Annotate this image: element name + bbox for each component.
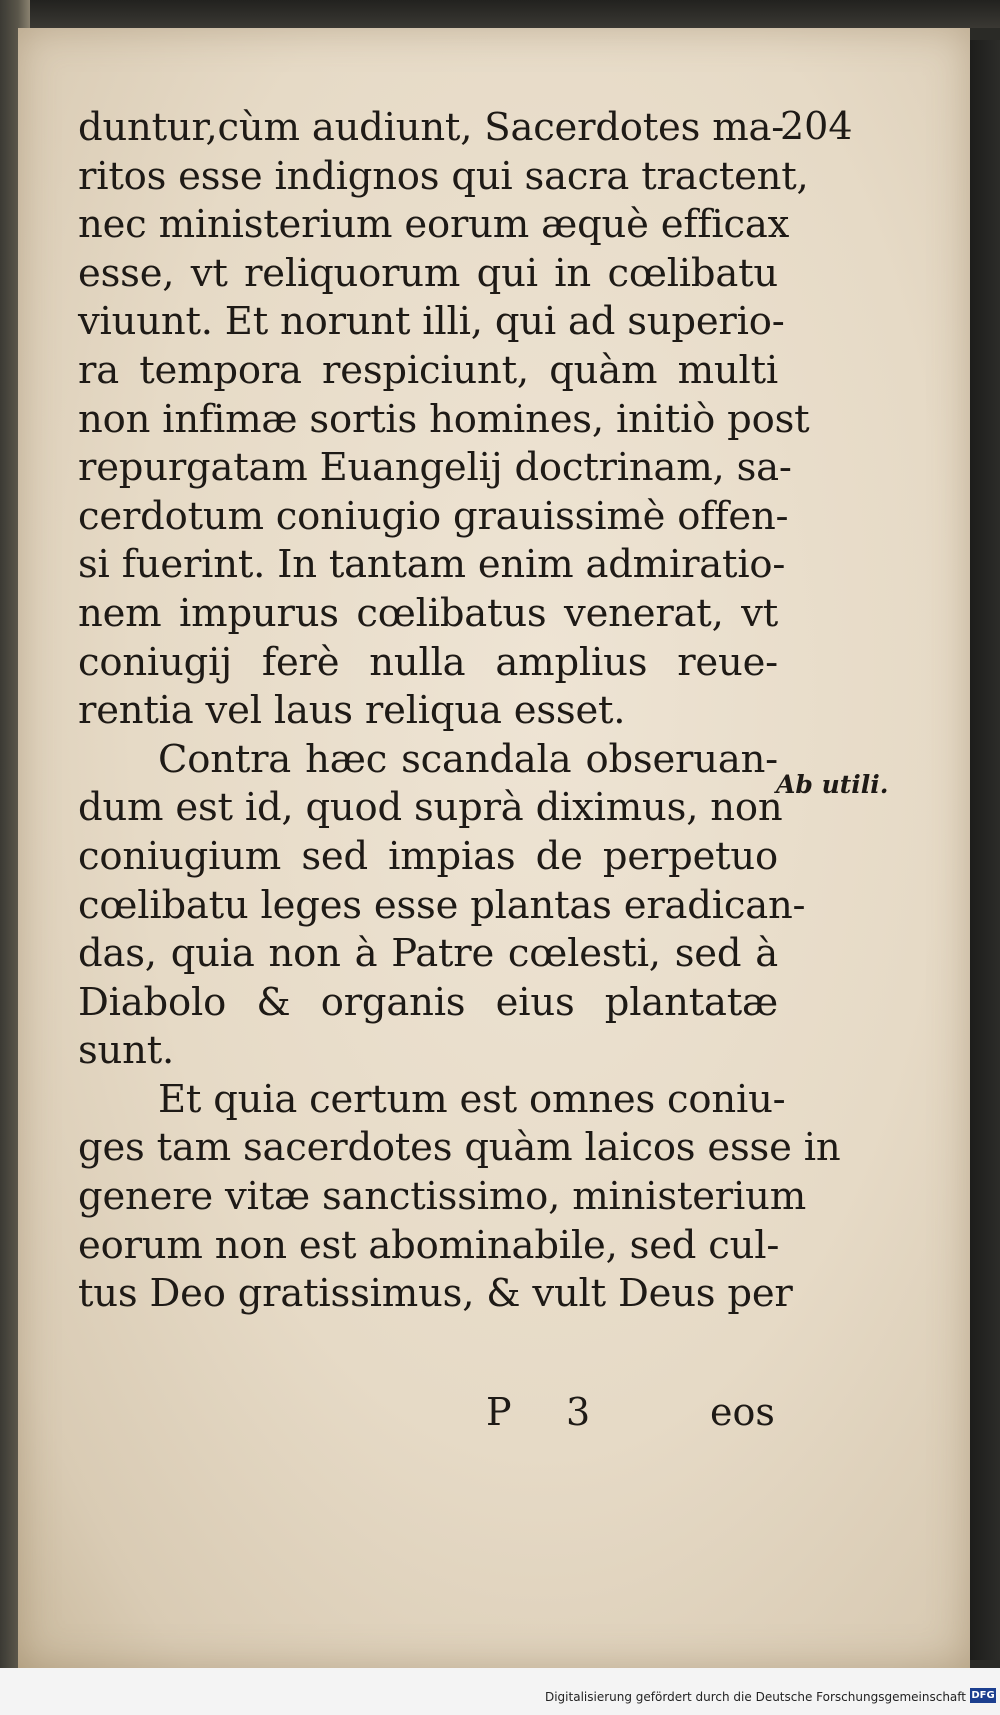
page-edge	[970, 40, 1000, 1660]
marginal-note: Ab utili.	[776, 770, 889, 799]
dfg-logo-icon: DFG	[971, 1690, 995, 1701]
book-top-edge	[30, 0, 1000, 28]
catchword: eos	[710, 1390, 775, 1434]
text-line: Contra hæc scandala obseruan-	[158, 736, 778, 782]
text-line: das, quia non à Patre cœlesti, sed à	[78, 931, 778, 977]
text-line: repurgatam Euangelij doctrinam, sa-	[78, 445, 792, 491]
text-line: rentia vel laus reliqua esset.	[78, 688, 626, 734]
funding-credit: Digitalisierung gefördert durch die Deutsche Forschungsgemeinschaft	[544, 1690, 966, 1704]
text-line: cœlibatu leges esse plantas eradican-	[78, 882, 806, 928]
text-line: ges tam sacerdotes quàm laicos esse in	[78, 1125, 841, 1171]
text-line: cerdotum coniugio grauissimè offen-	[78, 493, 789, 539]
text-line: duntur,cùm audiunt, Sacerdotes ma-	[78, 105, 785, 150]
text-line: nec ministerium eorum æquè efficax	[78, 202, 790, 248]
text-line: ritos esse indignos qui sacra tractent,	[78, 153, 809, 199]
signature-number: 3	[566, 1390, 591, 1434]
text-line: Et quia certum est omnes coniu-	[158, 1076, 786, 1122]
text-line: coniugium sed impias de perpetuo	[78, 833, 778, 879]
text-line: dum est id, quod suprà diximus, non	[78, 785, 783, 831]
text-line: non infimæ sortis homines, initiò post	[78, 396, 810, 442]
page-number: 204	[780, 104, 853, 148]
text-line: genere vitæ sanctissimo, ministerium	[78, 1174, 807, 1220]
text-line: coniugij ferè nulla amplius reue-	[78, 639, 778, 685]
text-line: viuunt. Et norunt illi, qui ad superio-	[78, 299, 785, 345]
text-line: ra tempora respiciunt, quàm multi	[78, 347, 778, 393]
text-line: Diabolo & organis eius plantatæ	[78, 979, 778, 1025]
signature-mark: P	[486, 1390, 512, 1434]
text-line: nem impurus cœlibatus venerat, vt	[78, 590, 778, 636]
text-line: tus Deo gratissimus, & vult Deus per	[78, 1271, 793, 1317]
text-line: eorum non est abominabile, sed cul-	[78, 1222, 780, 1268]
text-line: esse, vt reliquorum qui in cœlibatu	[78, 250, 778, 296]
text-line: si fuerint. In tantam enim admiratio-	[78, 542, 786, 588]
text-line: sunt.	[78, 1028, 175, 1074]
